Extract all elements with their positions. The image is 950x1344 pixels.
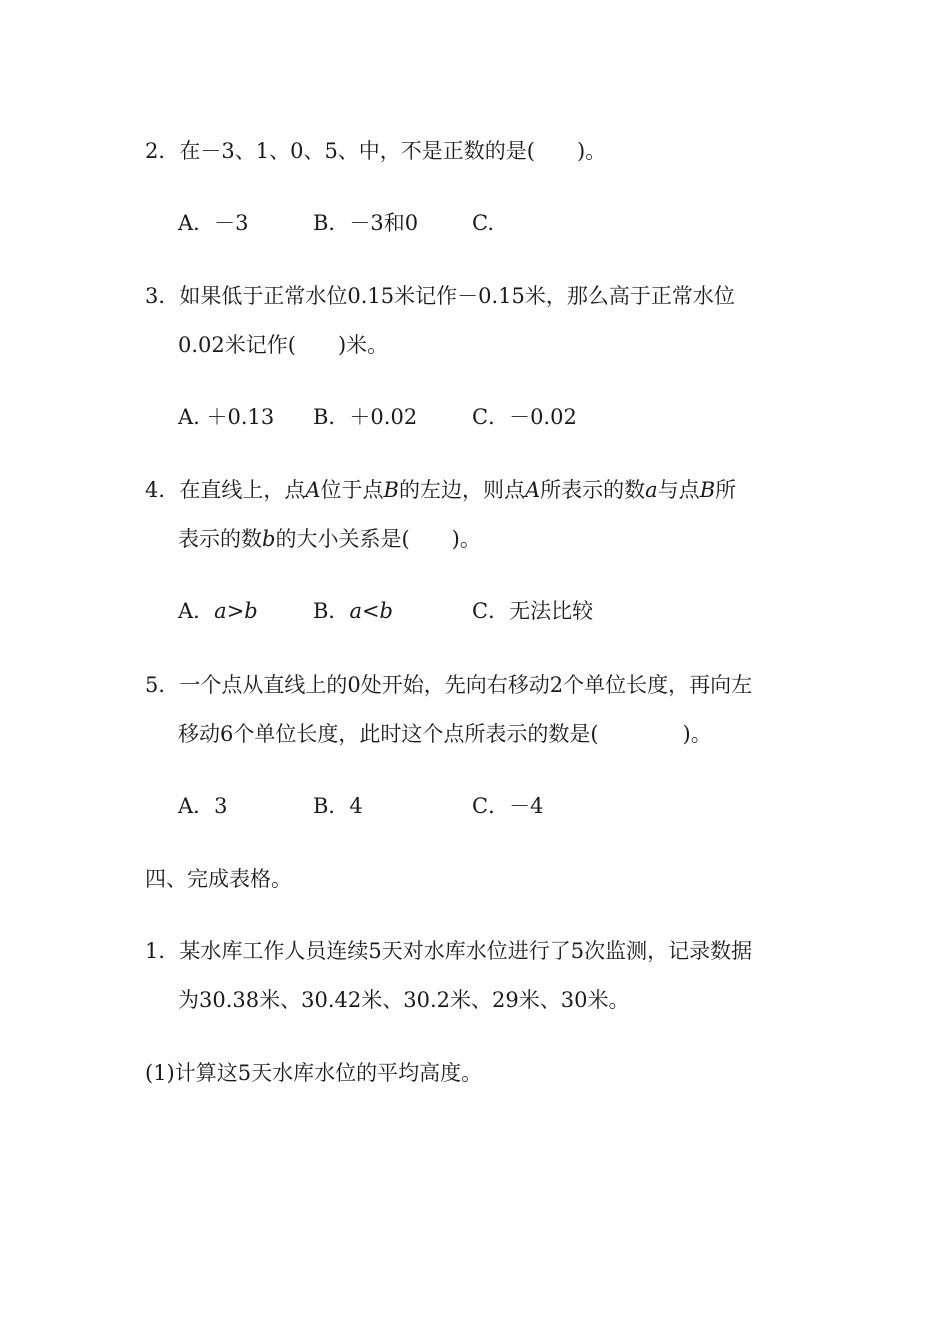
q5-option-b: B．4 xyxy=(313,794,363,818)
q2-option-a: A．－3 xyxy=(178,211,249,235)
section-4-q1-line2: 为30.38米、30.42米、30.2米、29米、30米。 xyxy=(178,988,630,1012)
q3-stem-line2: 0.02米记作( )米。 xyxy=(178,333,389,357)
q4-option-a: A．a>b xyxy=(178,599,258,623)
q2-option-c: C. xyxy=(472,211,494,235)
q3-option-c: C．－0.02 xyxy=(472,405,577,429)
q5-stem-line1: 5．一个点从直线上的0处开始，先向右移动2个单位长度，再向左 xyxy=(145,673,753,697)
q2-option-b: B．－3和0 xyxy=(313,211,419,235)
q4-option-b: B．a<b xyxy=(313,599,393,623)
section-4-title: 四、完成表格。 xyxy=(145,867,292,891)
section-4-q1-line1: 1．某水库工作人员连续5天对水库水位进行了5次监测，记录数据 xyxy=(145,939,753,963)
q3-option-a: A. ＋0.13 xyxy=(178,405,275,429)
q3-option-b: B．＋0.02 xyxy=(313,405,418,429)
section-4-subquestion-1: (1)计算这5天水库水位的平均高度。 xyxy=(145,1061,483,1085)
q5-option-c: C．－4 xyxy=(472,794,544,818)
q4-stem-line1: 4．在直线上，点A位于点B的左边，则点A所表示的数a与点B所 xyxy=(145,478,737,502)
q4-stem-line2: 表示的数b的大小关系是( )。 xyxy=(178,527,481,551)
q5-stem-line2: 移动6个单位长度，此时这个点所表示的数是( )。 xyxy=(178,722,712,746)
q2-stem: 2．在－3、1、0、5、中，不是正数的是( )。 xyxy=(145,139,607,163)
q5-option-a: A．3 xyxy=(178,794,228,818)
q4-option-c: C．无法比较 xyxy=(472,599,594,623)
q3-stem-line1: 3．如果低于正常水位0.15米记作－0.15米，那么高于正常水位 xyxy=(145,284,735,308)
